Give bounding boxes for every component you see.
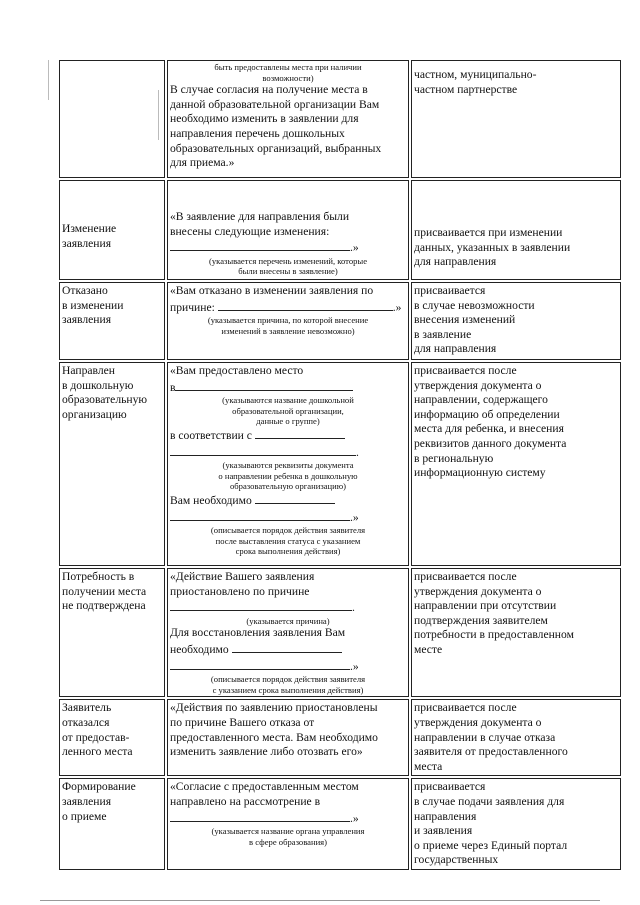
status-cell [59, 699, 165, 776]
description-line: утверждения документа о [414, 378, 542, 392]
message-line: «Действие Вашего заявления [170, 570, 315, 583]
description-line: направлении, содержащего [414, 393, 548, 407]
description-line: информацию об определении [414, 407, 560, 421]
table-row [59, 778, 621, 870]
fill-line: необходимо [170, 641, 406, 658]
message-line: направления перечень дошкольных [170, 126, 345, 140]
status-line: организацию [62, 407, 127, 421]
description-cell [411, 568, 621, 697]
note-text: (указываются название дошкольной [222, 395, 354, 406]
message-line: «Согласие с предоставленным местом [170, 780, 359, 794]
message-line: приостановлено по причине [170, 584, 310, 598]
table-row [59, 282, 621, 360]
status-line: заявления [62, 794, 112, 808]
note-text: образовательной организации, [232, 405, 344, 416]
message-line: предоставленного места. Вам необходимо [170, 730, 378, 744]
status-line: в дошкольную [62, 378, 134, 392]
description-line: государственных [414, 853, 499, 867]
fill-line: в [170, 379, 406, 396]
message-line: изменить заявление либо отозвать его» [170, 745, 363, 759]
status-cell [59, 282, 165, 360]
note-text: (описывается порядок действия заявителя [210, 525, 366, 536]
description-line: заявителя от предоставленного [414, 745, 568, 759]
message-line: «Действия по заявлению приостановлены [170, 701, 378, 715]
message-line: «В заявление для направления были [170, 210, 350, 223]
table-row [59, 362, 621, 566]
description-line: о приеме через Единый портал [414, 838, 568, 852]
description-cell [411, 282, 621, 360]
fill-line: .» [170, 239, 406, 256]
note-text: изменений в заявление невозможно) [221, 325, 355, 336]
message-line: «Вам отказано в изменении заявления по [170, 284, 374, 297]
scan-edge-mark [48, 60, 49, 100]
status-line: Формирование [62, 780, 136, 794]
description-line: присваивается после [414, 364, 517, 377]
fill-line: . [170, 444, 406, 461]
description-line: информационную систему [414, 466, 546, 480]
fill-line: причине: .» [170, 300, 402, 314]
description-line: направлении в случае отказа [414, 730, 556, 744]
message-cell [167, 778, 409, 870]
note-text: (указывается причина) [246, 615, 330, 626]
fill-line: в соответствии с [170, 427, 406, 444]
status-line: получении места [62, 584, 147, 598]
description-cell [411, 60, 621, 178]
description-line: места для ребенка, и внесения [414, 422, 564, 436]
description-line: направлении при отсутствии [414, 599, 557, 613]
message-line: для приема.» [170, 156, 235, 170]
description-line: в заявление [414, 327, 472, 341]
note-text: в сфере образования) [249, 836, 327, 847]
description-line: присваивается после [414, 701, 517, 715]
description-line: в региональную [414, 451, 494, 465]
status-cell [59, 362, 165, 566]
description-line: для направления [414, 255, 497, 269]
description-line: реквизитов данного документа [414, 436, 567, 450]
note-text: (указывается причина, по которой внесение [207, 315, 369, 326]
message-line: внесены следующие изменения: [170, 224, 330, 238]
note-text: возможности) [262, 72, 314, 83]
message-cell [167, 362, 409, 566]
fill-line: Вам необходимо [170, 492, 406, 509]
description-line: в случае подачи заявления для [414, 794, 565, 808]
description-line: потребности в предоставленном [414, 628, 574, 642]
description-cell [411, 699, 621, 776]
fill-line: . [170, 599, 406, 616]
message-line: данной образовательной организации Вам [170, 97, 380, 111]
fill-line: .» [170, 509, 406, 526]
description-line: данных, указанных в заявлении [414, 240, 571, 254]
fill-line: .» [170, 810, 406, 827]
description-line: утверждения документа о [414, 715, 542, 729]
description-cell [411, 778, 621, 870]
status-cell [59, 60, 165, 178]
page-bottom-rule [40, 900, 600, 901]
status-line: в изменении [62, 298, 124, 312]
status-line: о приеме [62, 809, 107, 823]
description-line: присваивается при изменении [414, 226, 563, 239]
description-line: для направления [414, 342, 497, 356]
fill-line: .» [170, 658, 406, 675]
status-cell [59, 778, 165, 870]
status-line: заявления [62, 313, 112, 327]
note-text: (указывается название органа управления [211, 826, 365, 837]
message-cell [167, 282, 409, 360]
message-cell [167, 699, 409, 776]
note-text: данные о группе) [256, 416, 320, 427]
message-line: В случае согласия на получение места в [170, 83, 368, 97]
note-text: с указанием срока выполнения действия) [212, 684, 364, 695]
note-text: после выставления статуса с указанием [215, 535, 361, 546]
status-cell [59, 180, 165, 280]
note-text: (указывается перечень изменений, которые [208, 255, 368, 266]
table-row [59, 568, 621, 697]
note-text: образовательную организацию) [229, 481, 347, 492]
note-text: (описывается порядок действия заявителя [210, 674, 366, 685]
status-line: Направлен [62, 364, 115, 377]
message-line: образовательных организаций, выбранных [170, 141, 382, 155]
message-cell [167, 60, 409, 178]
note-text: (указываются реквизиты документа [222, 460, 354, 471]
message-cell [167, 180, 409, 280]
description-line: подтверждения заявителем [414, 613, 548, 627]
description-line: частном, муниципально- [414, 68, 537, 81]
description-line: месте [414, 642, 443, 656]
status-table [57, 58, 623, 872]
message-line: «Вам предоставлено место [170, 364, 304, 377]
note-text: были внесены в заявление) [238, 266, 338, 277]
status-line: заявления [62, 236, 112, 250]
description-line: присваивается после [414, 570, 517, 583]
note-text: срока выполнения действия) [235, 546, 341, 557]
description-line: места [414, 759, 443, 773]
description-line: направления [414, 809, 477, 823]
status-line: Заявитель [62, 701, 112, 715]
status-line: Изменение [62, 222, 117, 235]
description-line: частном партнерстве [414, 82, 518, 96]
description-line: присваивается [414, 284, 486, 297]
table-row [59, 60, 621, 178]
message-line: направлено на рассмотрение в [170, 794, 321, 808]
table-row [59, 180, 621, 280]
description-line: внесения изменений [414, 313, 516, 327]
status-line: не подтверждена [62, 599, 146, 613]
message-line: Для восстановления заявления Вам [170, 626, 346, 640]
description-cell [411, 180, 621, 280]
message-line: необходимо изменить в заявлении для [170, 112, 359, 126]
description-line: в случае невозможности [414, 298, 535, 312]
description-cell [411, 362, 621, 566]
description-line: и заявления [414, 824, 473, 838]
status-line: образовательную [62, 393, 148, 407]
status-line: от предостав- [62, 730, 130, 744]
status-line: Потребность в [62, 570, 135, 583]
message-cell [167, 568, 409, 697]
status-line: отказался [62, 715, 110, 729]
status-line: ленного места [62, 745, 133, 759]
note-text: быть предоставлены места при наличии [214, 62, 362, 72]
message-line: по причине Вашего отказа от [170, 715, 315, 729]
note-text: о направлении ребенка в дошкольную [218, 470, 358, 481]
description-line: присваивается [414, 780, 486, 794]
description-line: утверждения документа о [414, 584, 542, 598]
status-cell [59, 568, 165, 697]
status-line: Отказано [62, 284, 108, 297]
table-row [59, 699, 621, 776]
